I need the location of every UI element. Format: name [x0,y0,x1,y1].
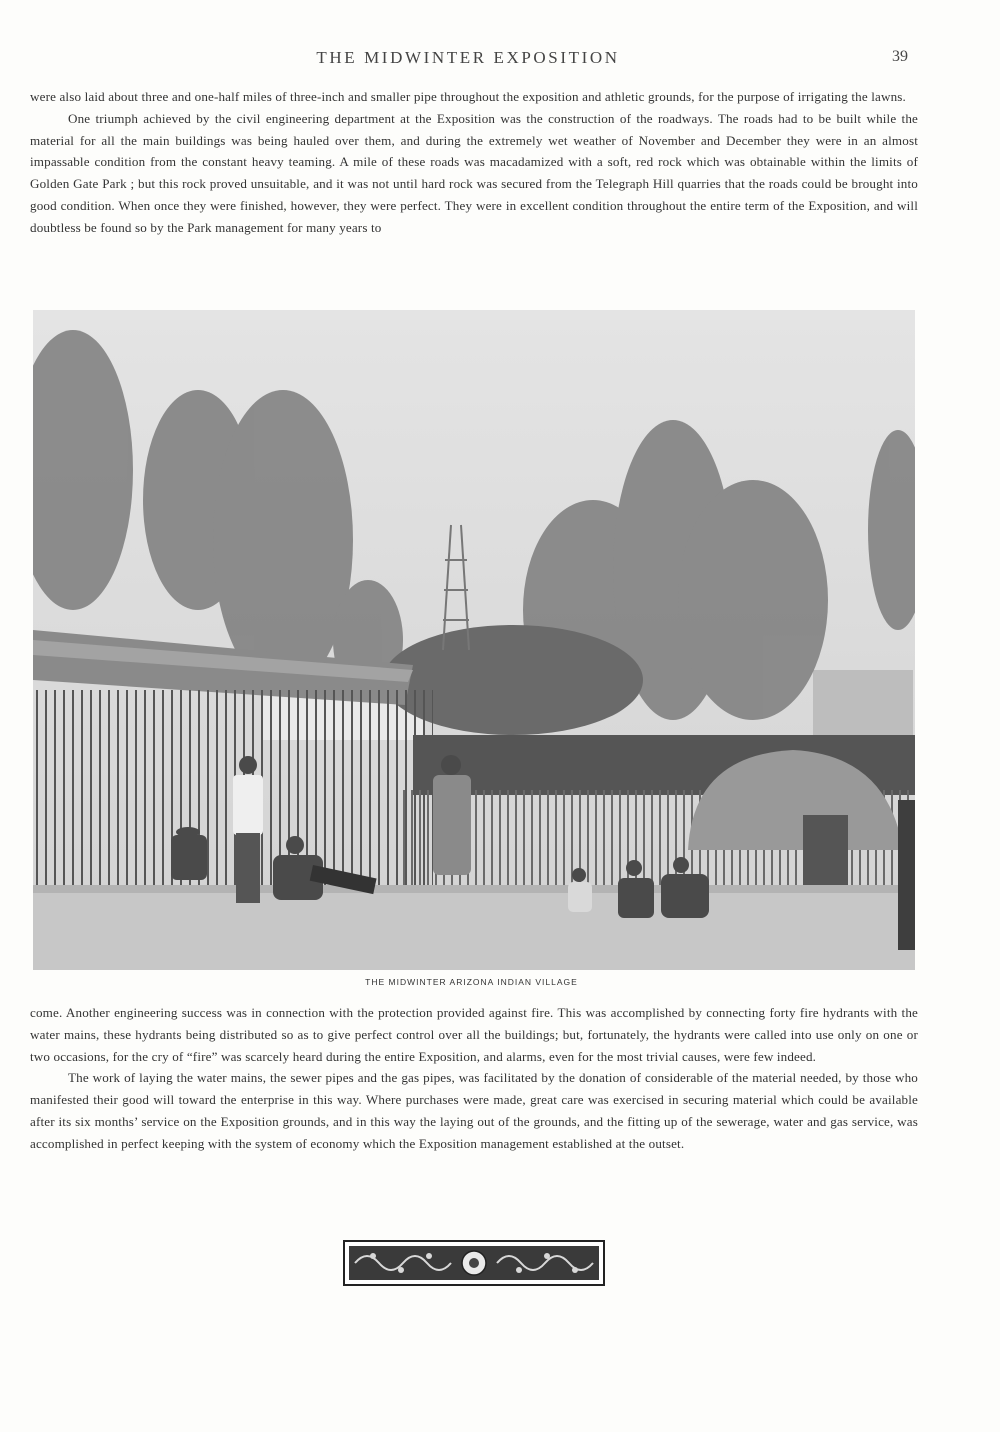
paragraph-irrigation: were also laid about three and one-half miles of three-inch and smaller pipe throughout the exposition and athletic grounds, for the purpose of irrigating the lawns. [30,89,906,104]
paragraph-fire-protection: come. Another engineering success was in connection with the protection provided against fire. This was accomplished by connecting forty fire hydrants with the water mains, these hydrants being distributed so as to give perfect control over all the buildings; but, fortunately, the hydrants were called into use only on one or two occasions, for the cry of “fire” was scarcely heard during the entire Exposition, and alarms, even for the most trivial causes, were few indeed. [30,1005,918,1064]
running-title: THE MIDWINTER EXPOSITION [316,48,620,67]
page-number: 39 [892,48,908,65]
top-text-block [30,86,918,239]
paragraph-roadways: One triumph achieved by the civil engineering department at the Exposition was the construction of the roadways. The roads had to be built while the material for all the main buildings was being hauled over them, and during the extremely wet weather of November and December they were in an almost impassable condition from the constant heavy teaming. A mile of these roads was macadamized with a soft, red rock which was obtainable within the limits of Golden Gate Park ; but this rock proved unsuitable, and it was not until hard rock was secured from the Telegraph Hill quarries that the roads could be brought into good condition. When once they were finished, however, they were perfect. They were in excellent condition throughout the entire term of the Exposition, and will doubtless be found so by the Park management for many years to [30,110,918,235]
paragraph-water-mains: The work of laying the water mains, the sewer pipes and the gas pipes, was facilitated by the donation of considerable of the material needed, by those who manifested their good will toward the enterprise in this way. Where purchases were made, great care was exercised in securing material which could be available after its six months’ service on the Exposition grounds, and in this way the laying out of the grounds, and the fitting up of the sewerage, water and gas service, was accomplished in perfect keeping with the system of economy which the Exposition management established at the outset. [30,1070,918,1151]
indian-village-photograph [33,310,915,970]
photo-caption: THE MIDWINTER ARIZONA INDIAN VILLAGE [365,977,578,987]
decorative-tailpiece-ornament [343,1240,605,1286]
bottom-text-block [30,1002,918,1155]
page-header [0,48,1000,72]
